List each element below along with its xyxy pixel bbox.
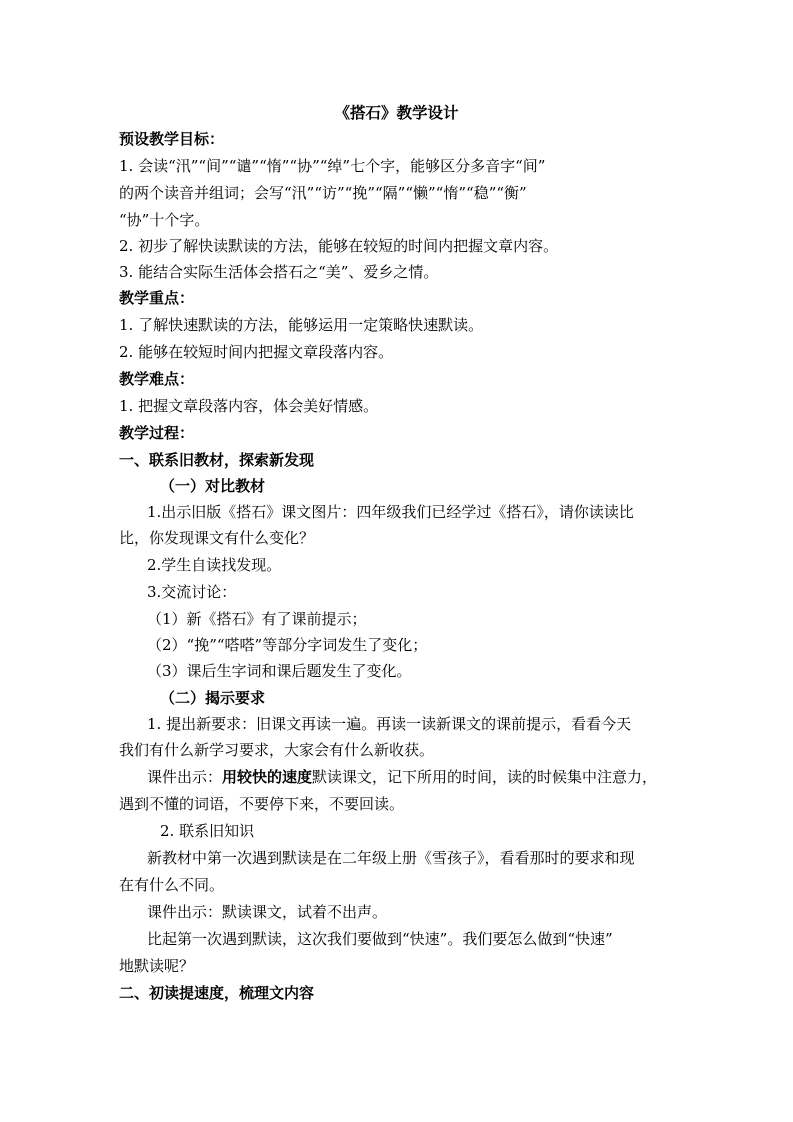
courseware-rest: 默读课文，记下所用的时间，读的时候集中注意力， [312,768,658,786]
difficulty-1: 1. 把握文章段落内容，体会美好情感。 [119,397,379,415]
goal-1-line-2: 的两个读音并组词；会写“汛”“访”“挽”“隔”“懒”“惰”“稳”“衡” [119,184,527,202]
step-3: 3.交流讨论： [147,583,237,601]
step-1-line-1: 1.出示旧版《搭石》课文图片：四年级我们已经学过《搭石》，请你读读比 [147,503,634,521]
key-point-1: 1. 了解快速默读的方法，能够运用一定策略快速默读。 [119,316,484,334]
key-points-heading: 教学重点： [119,289,195,307]
requirement-1-line-1: 1. 提出新要求：旧课文再读一遍。再读一读新课文的课前提示，看看今天 [147,715,632,733]
goal-3: 3. 能结合实际生活体会搭石之“美”、爱乡之情。 [119,263,439,281]
courseware-prefix: 课件出示： [147,768,223,786]
courseware-display-2: 课件出示：默读课文，试着不出声。 [147,903,388,921]
goal-1-line-3: “协”十个字。 [119,211,210,229]
part-1-heading: 一、联系旧教材，探索新发现 [119,451,315,469]
part-2-heading: 二、初读提速度，梳理文内容 [119,984,315,1002]
subsection-2-heading: （二）揭示要求 [160,689,266,707]
requirement-2: 2. 联系旧知识 [160,822,255,840]
step-1-line-2: 比，你发现课文有什么变化？ [119,529,315,547]
requirement-3-line-2: 地默读呢？ [119,957,195,975]
step-3-item-1: （1）新《搭石》有了课前提示； [147,610,367,628]
goal-1-line-1: 1. 会读“汛”“间”“谴”“惰”“协”“绰”七个字，能够区分多音字“间” [119,157,546,175]
subsection-1-heading: （一）对比教材 [160,477,266,495]
difficulties-heading: 教学难点： [119,370,195,388]
goals-heading: 预设教学目标： [119,130,225,148]
requirement-2-text-line-2: 在有什么不同。 [119,876,225,894]
step-3-item-2: （2）“挽”“嗒嗒”等部分字词发生了变化； [147,636,428,654]
requirement-2-text-line-1: 新教材中第一次遇到默读是在二年级上册《雪孩子》，看看那时的要求和现 [147,849,635,867]
key-point-2: 2. 能够在较短时间内把握文章段落内容。 [119,343,394,361]
requirement-3-line-1: 比起第一次遇到默读，这次我们要做到“快速”。我们要怎么做到“快速” [147,930,613,948]
step-2: 2.学生自读找发现。 [147,556,282,574]
step-3-item-3: （3）课后生字词和课后题发生了变化。 [147,662,412,680]
requirement-1-line-2: 我们有什么新学习要求，大家会有什么新收获。 [119,741,435,759]
courseware-emphasis: 用较快的速度 [222,768,313,786]
document-title: 《搭石》教学设计 [334,103,459,122]
courseware-display-1-line-2: 遇到不懂的词语，不要停下来，不要回读。 [119,795,405,813]
process-heading: 教学过程： [119,424,195,442]
courseware-display-1-line-1 [147,768,707,786]
goal-2: 2. 初步了解快读默读的方法，能够在较短的时间内把握文章内容。 [119,237,559,255]
